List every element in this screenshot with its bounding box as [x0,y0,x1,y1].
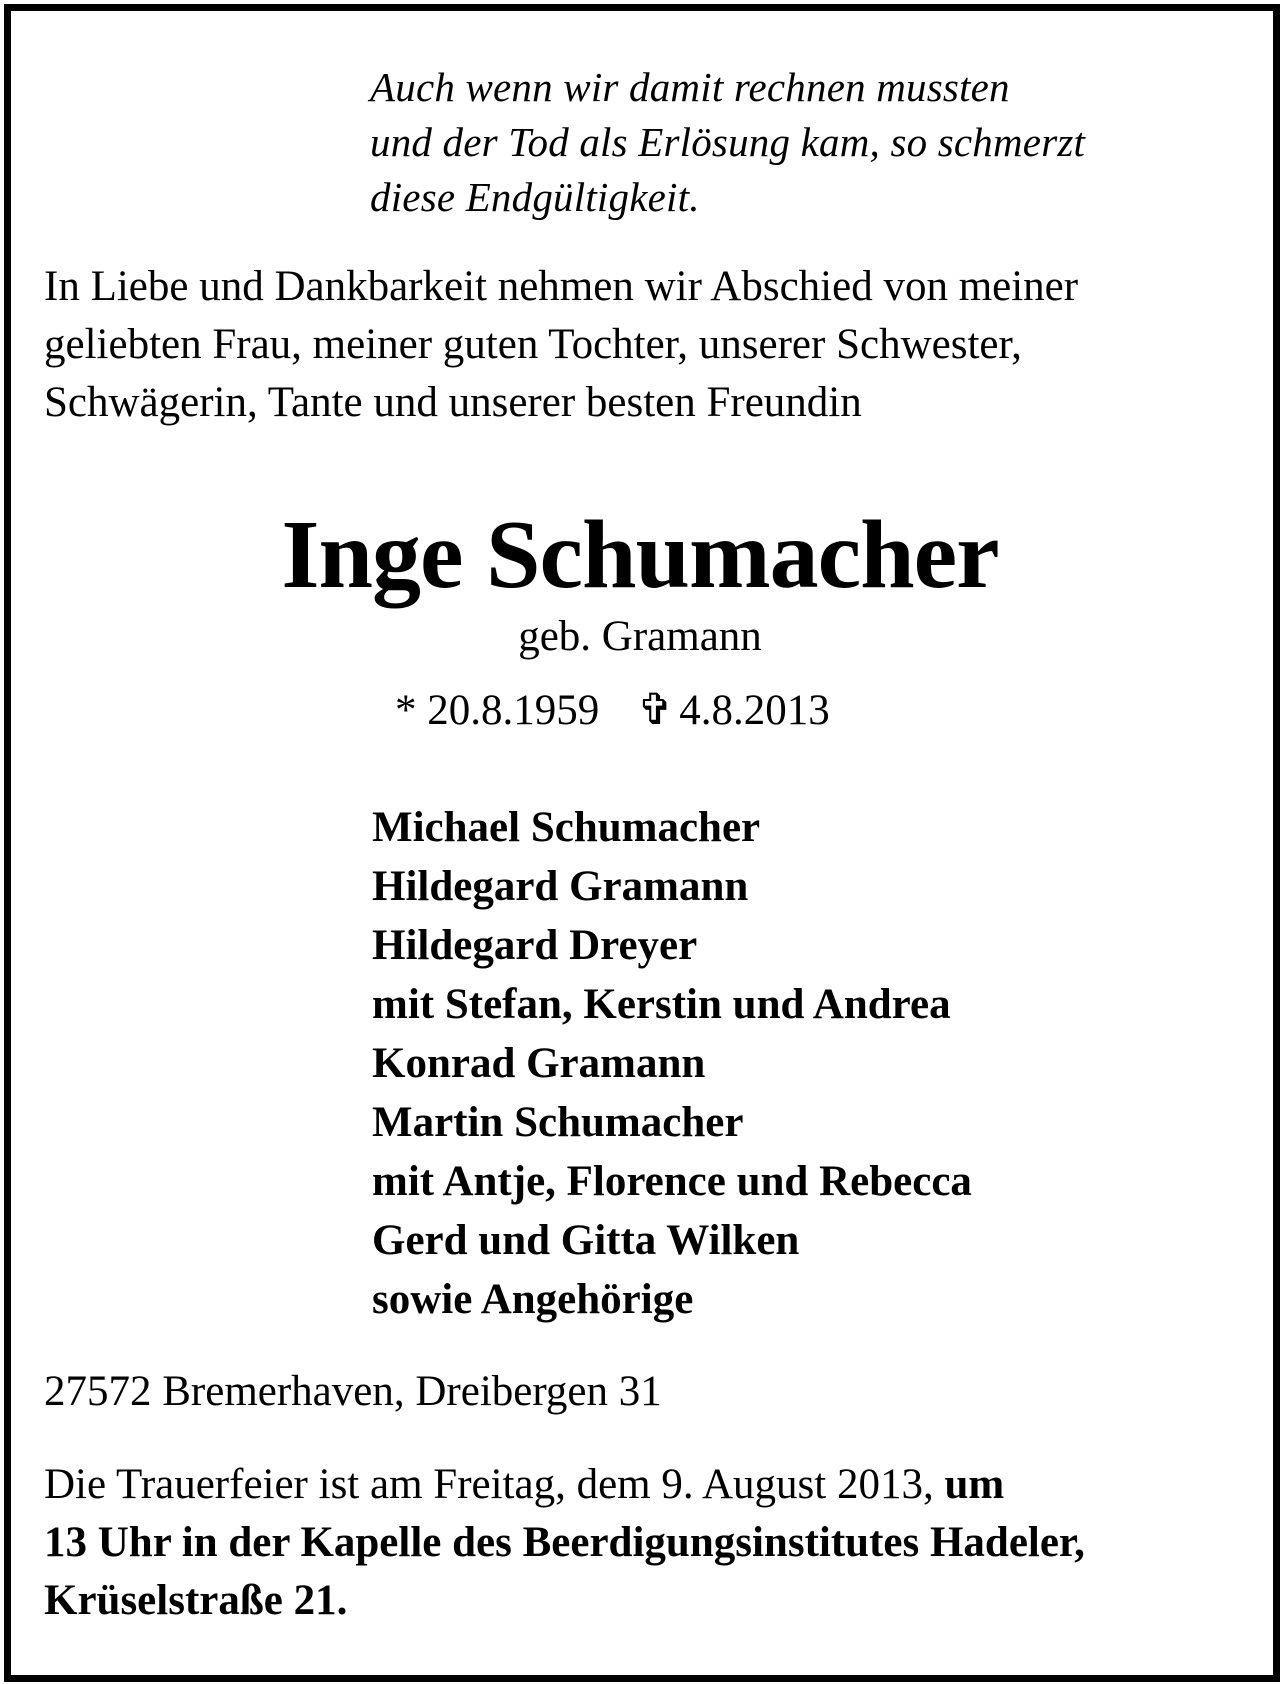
cross-icon: ✞ [637,687,674,734]
funeral-time-prefix: um [933,1461,1005,1508]
death-date: 4.8.2013 [679,687,830,734]
intro-text [44,258,1078,432]
mourner-line: sowie Angehörige [372,1276,694,1323]
mourner-line: Hildegard Dreyer [372,922,698,969]
mourner-line: Hildegard Gramann [372,863,749,910]
mourner-line: mit Antje, Florence und Rebecca [372,1158,972,1205]
funeral-info [44,1456,1085,1630]
mourner-line: Konrad Gramann [372,1040,706,1087]
funeral-date-text: Die Trauerfeier ist am Freitag, dem 9. August 2013, [44,1461,934,1508]
funeral-line-1 [44,1456,1085,1514]
epigraph [370,60,1085,225]
mourner-line: Michael Schumacher [372,804,761,851]
intro-line: geliebten Frau, meiner guten Tochter, unserer Schwester, [44,321,1022,368]
funeral-line-3: Krüselstraße 21. [44,1577,348,1624]
birth-name: geb. Gramann [518,613,762,660]
intro-line: Schwägerin, Tante und unserer besten Freundin [44,379,862,426]
mourner-line: Gerd und Gitta Wilken [372,1217,800,1264]
intro-line: In Liebe und Dankbarkeit nehmen wir Abschied von meiner [44,263,1079,310]
address: 27572 Bremerhaven, Dreibergen 31 [44,1368,662,1415]
birth-date: * 20.8.1959 [395,687,600,734]
funeral-line-2: 13 Uhr in der Kapelle des Beerdigungsinstitutes Hadeler, [44,1519,1085,1566]
life-dates [395,684,830,738]
mourner-line: mit Stefan, Kerstin und Andrea [372,981,951,1028]
epigraph-line: und der Tod als Erlösung kam, so schmerzt [370,119,1086,165]
epigraph-line: diese Endgültigkeit. [370,174,700,220]
epigraph-line: Auch wenn wir damit rechnen mussten [370,64,1010,110]
mourners-list [372,798,972,1329]
mourner-line: Martin Schumacher [372,1099,744,1146]
deceased-name: Inge Schumacher [281,501,999,609]
